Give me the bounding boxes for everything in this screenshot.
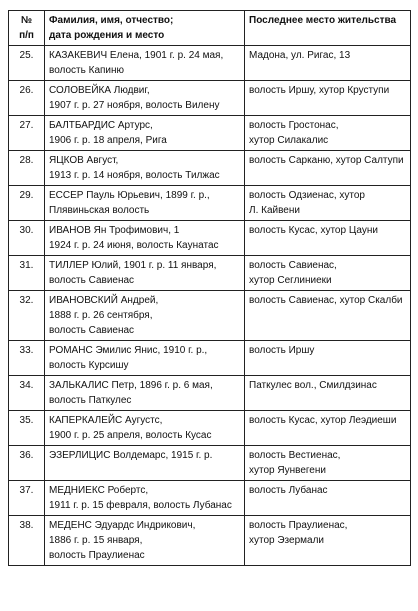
table-row: [9, 341, 411, 376]
row-name-cell: [45, 186, 245, 221]
row-name-cell: [45, 446, 245, 481]
header-place: [245, 11, 411, 46]
row-number: 33.: [9, 341, 45, 376]
person-info-line: 1907 г. р. 27 ноября, волость Вилену: [49, 100, 220, 111]
table-row: [9, 221, 411, 256]
table-row: [9, 411, 411, 446]
person-info-line: СОЛОВЕЙКА Людвиг,: [49, 85, 150, 96]
row-number: 26.: [9, 81, 45, 116]
table-body: [9, 46, 411, 566]
row-name-cell: [45, 411, 245, 446]
row-name-cell: [45, 46, 245, 81]
person-info-line: 1913 г. р. 14 ноября, волость Тилжас: [49, 170, 220, 181]
table-header-row: [9, 11, 411, 46]
residence-line: волость Праулиенас,: [249, 520, 348, 531]
residence-line: волость Иршу: [249, 345, 315, 356]
row-number: 30.: [9, 221, 45, 256]
row-place-cell: [245, 116, 411, 151]
person-info-line: Плявиньская волость: [49, 205, 150, 216]
person-info-line: ЯЦКОВ Август,: [49, 155, 119, 166]
residence-line: волость Иршу, хутор Круступи: [249, 85, 390, 96]
row-number: 25.: [9, 46, 45, 81]
table-row: [9, 151, 411, 186]
residence-line: волость Кусас, хутор Цауни: [249, 225, 378, 236]
residence-line: хутор Силакалис: [249, 135, 329, 146]
row-number: 37.: [9, 481, 45, 516]
header-number-line: п/п: [19, 30, 34, 41]
table-row: [9, 376, 411, 411]
row-place-cell: [245, 186, 411, 221]
row-name-cell: [45, 81, 245, 116]
person-info-line: 1906 г. р. 18 апреля, Рига: [49, 135, 167, 146]
residence-line: волость Савиенас,: [249, 260, 337, 271]
residence-line: волость Савиенас, хутор Скалби: [249, 295, 403, 306]
table-row: [9, 116, 411, 151]
person-info-line: волость Паткулес: [49, 395, 132, 406]
person-info-line: МЕДЕНС Эдуардс Индрикович,: [49, 520, 196, 531]
row-number: 27.: [9, 116, 45, 151]
person-info-line: волость Курсишу: [49, 360, 129, 371]
row-place-cell: [245, 221, 411, 256]
residence-line: волость Кусас, хутор Леэдиеши: [249, 415, 397, 426]
residence-line: Мадона, ул. Ригас, 13: [249, 50, 351, 61]
person-info-line: 1900 г. р. 25 апреля, волость Кусас: [49, 430, 212, 441]
row-place-cell: [245, 376, 411, 411]
row-name-cell: [45, 376, 245, 411]
person-info-line: 1888 г. р. 26 сентября,: [49, 310, 153, 321]
header-place-line: Последнее место жительства: [249, 15, 397, 26]
row-number: 29.: [9, 186, 45, 221]
row-place-cell: [245, 516, 411, 566]
row-name-cell: [45, 221, 245, 256]
person-info-line: ИВАНОВСКИЙ Андрей,: [49, 295, 159, 306]
row-place-cell: [245, 81, 411, 116]
person-info-line: 1886 г. р. 15 января,: [49, 535, 143, 546]
residence-line: волость Вестиенас,: [249, 450, 341, 461]
table-row: [9, 46, 411, 81]
person-info-line: волость Савиенас: [49, 325, 135, 336]
person-info-line: ЕССЕР Пауль Юрьевич, 1899 г. р.,: [49, 190, 210, 201]
row-number: 34.: [9, 376, 45, 411]
residence-line: хутор Сеглиниеки: [249, 275, 332, 286]
person-info-line: волость Праулиенас: [49, 550, 145, 561]
residence-line: волость Сарканю, хутор Салтупи: [249, 155, 404, 166]
person-info-line: волость Савиенас: [49, 275, 135, 286]
residence-line: Л. Кайвени: [249, 205, 300, 216]
residence-line: Паткулес вол., Смилдзинас: [249, 380, 377, 391]
header-name: [45, 11, 245, 46]
row-number: 35.: [9, 411, 45, 446]
row-place-cell: [245, 291, 411, 341]
person-info-line: волость Капиню: [49, 65, 125, 76]
row-name-cell: [45, 151, 245, 186]
header-name-line: дата рождения и место: [49, 30, 165, 41]
table-row: [9, 81, 411, 116]
person-info-line: КАЗАКЕВИЧ Елена, 1901 г. р. 24 мая,: [49, 50, 224, 61]
row-name-cell: [45, 256, 245, 291]
row-place-cell: [245, 256, 411, 291]
row-name-cell: [45, 116, 245, 151]
row-name-cell: [45, 481, 245, 516]
row-name-cell: [45, 291, 245, 341]
row-place-cell: [245, 411, 411, 446]
person-info-line: ЗАЛЬКАЛИС Петр, 1896 г. р. 6 мая,: [49, 380, 213, 391]
person-info-line: ТИЛЛЕР Юлий, 1901 г. р. 11 января,: [49, 260, 217, 271]
table-row: [9, 446, 411, 481]
table-row: [9, 186, 411, 221]
residence-line: хутор Эзермали: [249, 535, 325, 546]
records-table: [8, 10, 411, 566]
table-row: [9, 516, 411, 566]
row-number: 32.: [9, 291, 45, 341]
person-info-line: 1924 г. р. 24 июня, волость Кaунатас: [49, 240, 219, 251]
table-row: [9, 256, 411, 291]
person-info-line: РОМАНС Эмилис Янис, 1910 г. р.,: [49, 345, 208, 356]
residence-line: волость Одзиенас, хутор: [249, 190, 365, 201]
header-name-line: Фамилия, имя, отчество;: [49, 15, 174, 26]
person-info-line: ЭЗЕРЛИЦИС Волдемарс, 1915 г. р.: [49, 450, 213, 461]
row-place-cell: [245, 151, 411, 186]
person-info-line: ИВАНОВ Ян Трофимович, 1: [49, 225, 180, 236]
row-number: 36.: [9, 446, 45, 481]
table-row: [9, 481, 411, 516]
row-number: 31.: [9, 256, 45, 291]
row-place-cell: [245, 446, 411, 481]
row-number: 38.: [9, 516, 45, 566]
row-place-cell: [245, 341, 411, 376]
row-number: 28.: [9, 151, 45, 186]
residence-line: волость Гростонас,: [249, 120, 339, 131]
residence-line: хутор Яунвегени: [249, 465, 326, 476]
header-number: [9, 11, 45, 46]
row-name-cell: [45, 516, 245, 566]
row-name-cell: [45, 341, 245, 376]
residence-line: волость Лубанас: [249, 485, 328, 496]
person-info-line: БАЛТБАРДИС Артурс,: [49, 120, 153, 131]
person-info-line: 1911 г. р. 15 февраля, волость Лубанас: [49, 500, 232, 511]
person-info-line: МЕДНИЕКС Робертс,: [49, 485, 149, 496]
table-row: [9, 291, 411, 341]
person-info-line: КАПЕРКАЛЕЙС Аугустс,: [49, 415, 163, 426]
row-place-cell: [245, 481, 411, 516]
header-number-line: №: [20, 15, 33, 26]
row-place-cell: [245, 46, 411, 81]
